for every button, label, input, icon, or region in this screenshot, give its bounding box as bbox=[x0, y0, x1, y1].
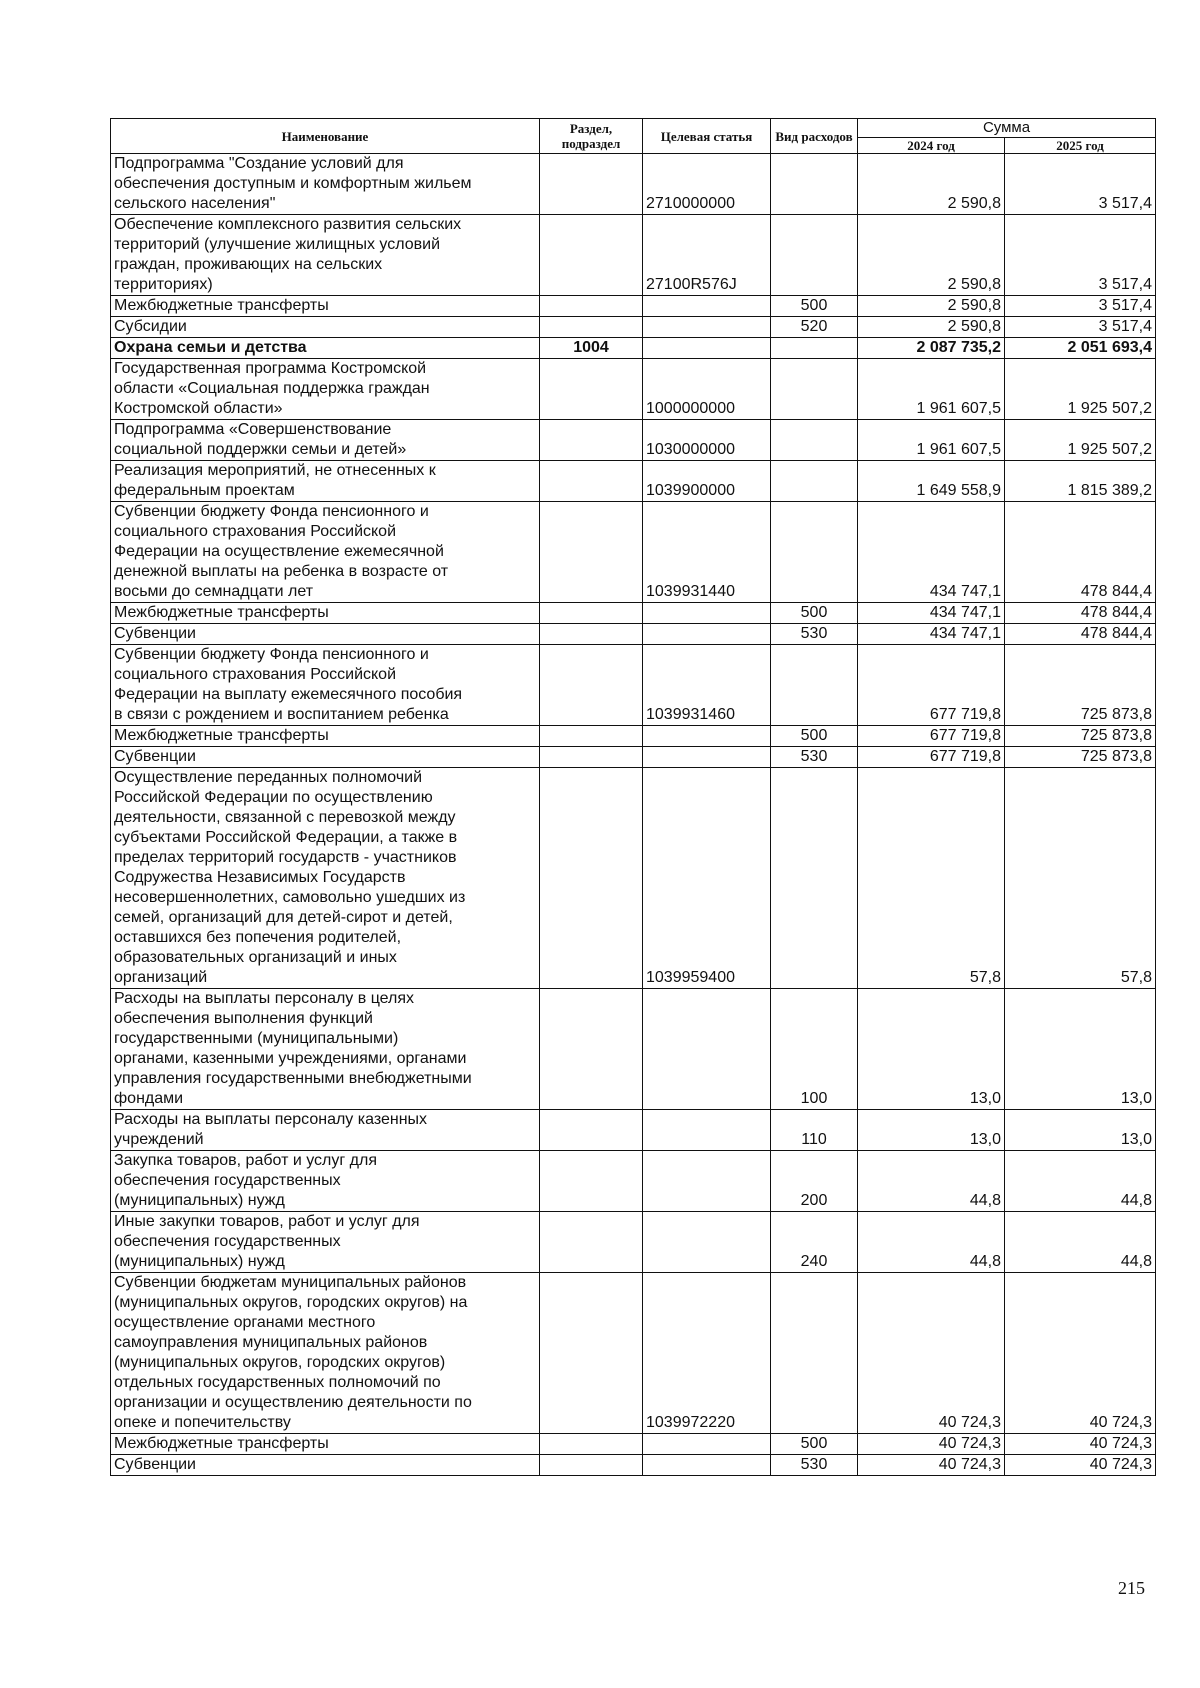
row-expense-type bbox=[771, 768, 858, 989]
row-target-article: 1039931460 bbox=[643, 645, 771, 726]
row-target-article bbox=[643, 338, 771, 359]
row-amount-2024: 13,0 bbox=[858, 989, 1005, 1110]
table-row bbox=[111, 624, 1156, 645]
row-razdel bbox=[540, 1273, 643, 1434]
row-razdel: 1004 bbox=[540, 338, 643, 359]
row-razdel bbox=[540, 768, 643, 989]
row-amount-2025: 40 724,3 bbox=[1005, 1273, 1156, 1434]
row-name: Обеспечение комплексного развития сельских территорий (улучшение жилищных условий граждан, проживающих на сельских территориях) bbox=[111, 215, 540, 296]
row-name: Расходы на выплаты персоналу в целях обеспечения выполнения функций государственными (муниципальными) органами, казенными учреждениями, органами управления государственными внебюджетными фондами bbox=[111, 989, 540, 1110]
table-row bbox=[111, 502, 1156, 603]
row-target-article: 1039931440 bbox=[643, 502, 771, 603]
row-name: Субвенции bbox=[111, 1455, 540, 1476]
row-name: Межбюджетные трансферты bbox=[111, 1434, 540, 1455]
row-amount-2025: 44,8 bbox=[1005, 1212, 1156, 1273]
row-expense-type: 530 bbox=[771, 624, 858, 645]
row-amount-2025: 725 873,8 bbox=[1005, 645, 1156, 726]
table-row bbox=[111, 989, 1156, 1110]
row-name: Субсидии bbox=[111, 317, 540, 338]
row-name: Межбюджетные трансферты bbox=[111, 296, 540, 317]
budget-table bbox=[110, 118, 1156, 1476]
row-target-article: 1039959400 bbox=[643, 768, 771, 989]
table-row bbox=[111, 603, 1156, 624]
row-target-article bbox=[643, 1151, 771, 1212]
table-row bbox=[111, 317, 1156, 338]
row-target-article: 1039900000 bbox=[643, 461, 771, 502]
row-name: Субвенции bbox=[111, 624, 540, 645]
row-expense-type bbox=[771, 502, 858, 603]
row-target-article bbox=[643, 624, 771, 645]
row-amount-2025: 478 844,4 bbox=[1005, 603, 1156, 624]
row-expense-type bbox=[771, 359, 858, 420]
row-expense-type bbox=[771, 645, 858, 726]
row-razdel bbox=[540, 989, 643, 1110]
row-name: Субвенции bbox=[111, 747, 540, 768]
row-target-article bbox=[643, 296, 771, 317]
header-razdel: Раздел, подраздел bbox=[540, 119, 643, 154]
page-number: 215 bbox=[1118, 1578, 1145, 1598]
row-amount-2024: 434 747,1 bbox=[858, 624, 1005, 645]
row-target-article: 27100R576J bbox=[643, 215, 771, 296]
row-amount-2024: 434 747,1 bbox=[858, 603, 1005, 624]
row-amount-2025: 1 815 389,2 bbox=[1005, 461, 1156, 502]
table-row bbox=[111, 768, 1156, 989]
row-razdel bbox=[540, 1110, 643, 1151]
row-name: Иные закупки товаров, работ и услуг для обеспечения государственных (муниципальных) нужд bbox=[111, 1212, 540, 1273]
row-name: Межбюджетные трансферты bbox=[111, 726, 540, 747]
row-expense-type bbox=[771, 420, 858, 461]
table-body bbox=[111, 154, 1156, 1476]
row-name: Субвенции бюджету Фонда пенсионного и социального страхования Российской Федерации на выплату ежемесячного пособия в связи с рождением и воспитанием ребенка bbox=[111, 645, 540, 726]
row-amount-2025: 3 517,4 bbox=[1005, 154, 1156, 215]
row-target-article bbox=[643, 1212, 771, 1273]
row-amount-2024: 677 719,8 bbox=[858, 747, 1005, 768]
row-expense-type: 110 bbox=[771, 1110, 858, 1151]
row-name: Государственная программа Костромской области «Социальная поддержка граждан Костромской области» bbox=[111, 359, 540, 420]
row-amount-2024: 44,8 bbox=[858, 1151, 1005, 1212]
row-razdel bbox=[540, 1151, 643, 1212]
header-sum: Сумма bbox=[858, 119, 1156, 138]
row-amount-2025: 13,0 bbox=[1005, 989, 1156, 1110]
row-target-article: 1000000000 bbox=[643, 359, 771, 420]
row-expense-type bbox=[771, 154, 858, 215]
row-expense-type: 500 bbox=[771, 1434, 858, 1455]
row-razdel bbox=[540, 747, 643, 768]
row-amount-2024: 57,8 bbox=[858, 768, 1005, 989]
row-target-article: 2710000000 bbox=[643, 154, 771, 215]
row-amount-2025: 13,0 bbox=[1005, 1110, 1156, 1151]
row-expense-type bbox=[771, 215, 858, 296]
table-row bbox=[111, 420, 1156, 461]
row-name: Подпрограмма «Совершенствование социальной поддержки семьи и детей» bbox=[111, 420, 540, 461]
row-razdel bbox=[540, 420, 643, 461]
table-row bbox=[111, 461, 1156, 502]
row-expense-type: 500 bbox=[771, 603, 858, 624]
table-row bbox=[111, 338, 1156, 359]
table-row bbox=[111, 747, 1156, 768]
row-name: Охрана семьи и детства bbox=[111, 338, 540, 359]
row-target-article bbox=[643, 989, 771, 1110]
row-amount-2024: 40 724,3 bbox=[858, 1434, 1005, 1455]
row-razdel bbox=[540, 624, 643, 645]
row-amount-2024: 2 590,8 bbox=[858, 215, 1005, 296]
row-target-article: 1039972220 bbox=[643, 1273, 771, 1434]
row-target-article bbox=[643, 317, 771, 338]
row-amount-2024: 677 719,8 bbox=[858, 726, 1005, 747]
header-expense-type: Вид расходов bbox=[771, 119, 858, 154]
row-amount-2025: 1 925 507,2 bbox=[1005, 420, 1156, 461]
row-amount-2024: 2 590,8 bbox=[858, 154, 1005, 215]
row-expense-type: 100 bbox=[771, 989, 858, 1110]
table-row bbox=[111, 215, 1156, 296]
row-expense-type bbox=[771, 461, 858, 502]
table-row bbox=[111, 726, 1156, 747]
row-target-article bbox=[643, 1455, 771, 1476]
row-amount-2025: 3 517,4 bbox=[1005, 215, 1156, 296]
row-amount-2025: 478 844,4 bbox=[1005, 502, 1156, 603]
row-name: Расходы на выплаты персоналу казенных учреждений bbox=[111, 1110, 540, 1151]
row-amount-2024: 1 961 607,5 bbox=[858, 420, 1005, 461]
header-year-2025: 2025 год bbox=[1005, 138, 1156, 154]
row-razdel bbox=[540, 154, 643, 215]
table-row bbox=[111, 359, 1156, 420]
row-expense-type bbox=[771, 338, 858, 359]
row-target-article bbox=[643, 726, 771, 747]
table-row bbox=[111, 154, 1156, 215]
row-expense-type: 530 bbox=[771, 747, 858, 768]
row-name: Субвенции бюджетам муниципальных районов (муниципальных округов, городских округов) на осуществление органами местного самоуправления муниципальных районов (муниципальных округов, городских округов) отдельных государственных полномочий по организации и осуществлению деятельности по опеке и попечительству bbox=[111, 1273, 540, 1434]
table-row bbox=[111, 296, 1156, 317]
row-target-article bbox=[643, 747, 771, 768]
table-row bbox=[111, 1212, 1156, 1273]
row-expense-type: 500 bbox=[771, 726, 858, 747]
table-row bbox=[111, 1273, 1156, 1434]
row-expense-type: 200 bbox=[771, 1151, 858, 1212]
row-name: Реализация мероприятий, не отнесенных к федеральным проектам bbox=[111, 461, 540, 502]
row-razdel bbox=[540, 359, 643, 420]
row-amount-2025: 3 517,4 bbox=[1005, 317, 1156, 338]
row-amount-2024: 677 719,8 bbox=[858, 645, 1005, 726]
row-amount-2025: 40 724,3 bbox=[1005, 1455, 1156, 1476]
row-amount-2024: 13,0 bbox=[858, 1110, 1005, 1151]
row-amount-2025: 725 873,8 bbox=[1005, 747, 1156, 768]
row-expense-type: 500 bbox=[771, 296, 858, 317]
row-amount-2024: 2 590,8 bbox=[858, 296, 1005, 317]
table-header bbox=[111, 119, 1156, 154]
row-razdel bbox=[540, 461, 643, 502]
row-target-article: 1030000000 bbox=[643, 420, 771, 461]
row-razdel bbox=[540, 1212, 643, 1273]
row-amount-2025: 1 925 507,2 bbox=[1005, 359, 1156, 420]
row-razdel bbox=[540, 502, 643, 603]
header-target-article: Целевая статья bbox=[643, 119, 771, 154]
row-expense-type: 240 bbox=[771, 1212, 858, 1273]
header-year-2024: 2024 год bbox=[858, 138, 1005, 154]
row-name: Закупка товаров, работ и услуг для обеспечения государственных (муниципальных) нужд bbox=[111, 1151, 540, 1212]
table-row bbox=[111, 1110, 1156, 1151]
row-amount-2024: 40 724,3 bbox=[858, 1273, 1005, 1434]
row-razdel bbox=[540, 726, 643, 747]
row-name: Осуществление переданных полномочий Российской Федерации по осуществлению деятельности, связанной с перевозкой между субъектами Российской Федерации, а также в пределах территорий государств - участников Содружества Независимых Государств несовершеннолетних, самовольно ушедших из семей, организаций для детей-сирот и детей, оставшихся без попечения родителей, образовательных организаций и иных организаций bbox=[111, 768, 540, 989]
row-target-article bbox=[643, 1110, 771, 1151]
row-expense-type: 520 bbox=[771, 317, 858, 338]
row-razdel bbox=[540, 1434, 643, 1455]
table-row bbox=[111, 1455, 1156, 1476]
table-row bbox=[111, 645, 1156, 726]
row-amount-2025: 725 873,8 bbox=[1005, 726, 1156, 747]
row-razdel bbox=[540, 1455, 643, 1476]
row-amount-2024: 40 724,3 bbox=[858, 1455, 1005, 1476]
row-amount-2024: 1 961 607,5 bbox=[858, 359, 1005, 420]
row-expense-type: 530 bbox=[771, 1455, 858, 1476]
row-razdel bbox=[540, 317, 643, 338]
header-name: Наименование bbox=[111, 119, 540, 154]
row-razdel bbox=[540, 603, 643, 624]
row-target-article bbox=[643, 603, 771, 624]
row-razdel bbox=[540, 645, 643, 726]
row-amount-2025: 478 844,4 bbox=[1005, 624, 1156, 645]
row-razdel bbox=[540, 296, 643, 317]
row-name: Субвенции бюджету Фонда пенсионного и социального страхования Российской Федерации на осуществление ежемесячной денежной выплаты на ребенка в возрасте от восьми до семнадцати лет bbox=[111, 502, 540, 603]
row-amount-2025: 2 051 693,4 bbox=[1005, 338, 1156, 359]
row-amount-2024: 434 747,1 bbox=[858, 502, 1005, 603]
row-name: Подпрограмма "Создание условий для обеспечения доступным и комфортным жильем сельского населения" bbox=[111, 154, 540, 215]
row-expense-type bbox=[771, 1273, 858, 1434]
row-amount-2024: 44,8 bbox=[858, 1212, 1005, 1273]
row-amount-2024: 1 649 558,9 bbox=[858, 461, 1005, 502]
row-amount-2024: 2 087 735,2 bbox=[858, 338, 1005, 359]
table-row bbox=[111, 1434, 1156, 1455]
row-amount-2024: 2 590,8 bbox=[858, 317, 1005, 338]
row-amount-2025: 3 517,4 bbox=[1005, 296, 1156, 317]
row-name: Межбюджетные трансферты bbox=[111, 603, 540, 624]
row-target-article bbox=[643, 1434, 771, 1455]
row-razdel bbox=[540, 215, 643, 296]
row-amount-2025: 44,8 bbox=[1005, 1151, 1156, 1212]
row-amount-2025: 57,8 bbox=[1005, 768, 1156, 989]
table-row bbox=[111, 1151, 1156, 1212]
row-amount-2025: 40 724,3 bbox=[1005, 1434, 1156, 1455]
